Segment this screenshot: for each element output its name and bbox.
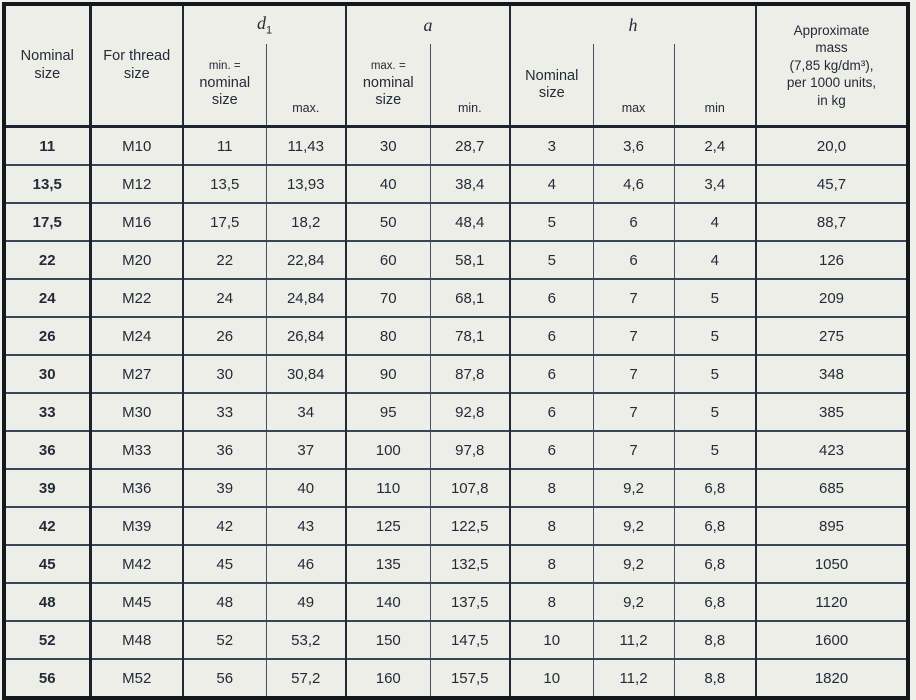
d1-min-header: [183, 44, 266, 127]
thread-size-cell: M24: [90, 317, 183, 355]
d1-min-cell: 45: [183, 545, 266, 583]
a-min-cell: 97,8: [430, 431, 510, 469]
a-max-word-label: nominal size: [362, 75, 414, 109]
a-letter: a: [423, 14, 433, 35]
thread-size-cell: M10: [90, 127, 183, 166]
table-row: [4, 545, 908, 583]
nominal-size-cell: 45: [4, 545, 90, 583]
mass-cell: 1820: [756, 659, 908, 698]
nominal-size-cell: 56: [4, 659, 90, 698]
h-max-cell: 7: [593, 279, 674, 317]
d1-max-cell: 26,84: [266, 317, 346, 355]
thread-size-cell: M42: [90, 545, 183, 583]
h-nominal-cell: 5: [510, 241, 593, 279]
h-nominal-cell: 10: [510, 659, 593, 698]
thread-size-cell: M12: [90, 165, 183, 203]
thread-size-header: For thread size: [90, 4, 183, 127]
d1-max-cell: 49: [266, 583, 346, 621]
table-row: [4, 203, 908, 241]
h-max-cell: 7: [593, 355, 674, 393]
d1-max-cell: 43: [266, 507, 346, 545]
a-min-cell: 157,5: [430, 659, 510, 698]
mass-header-line: per 1000 units,: [786, 75, 877, 91]
mass-header: [756, 4, 908, 127]
nominal-size-cell: 48: [4, 583, 90, 621]
nominal-size-cell: 39: [4, 469, 90, 507]
table-row: [4, 583, 908, 621]
d1-min-cell: 13,5: [183, 165, 266, 203]
mass-cell: 895: [756, 507, 908, 545]
h-max-cell: 9,2: [593, 469, 674, 507]
nominal-size-cell: 17,5: [4, 203, 90, 241]
h-nominal-cell: 8: [510, 507, 593, 545]
h-min-cell: 2,4: [674, 127, 756, 166]
d1-max-cell: 30,84: [266, 355, 346, 393]
nominal-size-cell: 36: [4, 431, 90, 469]
nominal-size-cell: 24: [4, 279, 90, 317]
d1-min-cell: 30: [183, 355, 266, 393]
d1-subscript: 1: [265, 24, 273, 37]
h-max-cell: 9,2: [593, 583, 674, 621]
d1-max-cell: 11,43: [266, 127, 346, 166]
thread-size-cell: M27: [90, 355, 183, 393]
mass-cell: 209: [756, 279, 908, 317]
table-row: [4, 355, 908, 393]
d1-min-cell: 22: [183, 241, 266, 279]
h-max-cell: 7: [593, 431, 674, 469]
nominal-size-header: Nominal size: [4, 4, 90, 127]
d1-min-cell: 11: [183, 127, 266, 166]
d1-max-cell: 40: [266, 469, 346, 507]
a-min-cell: 92,8: [430, 393, 510, 431]
h-max-cell: 4,6: [593, 165, 674, 203]
mass-cell: 423: [756, 431, 908, 469]
mass-header-line: Approximate: [793, 22, 870, 38]
h-min-cell: 5: [674, 431, 756, 469]
mass-cell: 45,7: [756, 165, 908, 203]
nominal-size-cell: 22: [4, 241, 90, 279]
d1-group-header: [183, 4, 346, 44]
d1-min-cell: 17,5: [183, 203, 266, 241]
d1-min-cell: 42: [183, 507, 266, 545]
h-nominal-cell: 6: [510, 279, 593, 317]
d1-min-cell: 52: [183, 621, 266, 659]
table-row: [4, 165, 908, 203]
nominal-size-cell: 13,5: [4, 165, 90, 203]
a-min-cell: 122,5: [430, 507, 510, 545]
d1-min-eq-label: min. =: [208, 60, 241, 73]
mass-header-line: (7,85 kg/dm³),: [789, 57, 874, 73]
mass-cell: 685: [756, 469, 908, 507]
table-row: [4, 507, 908, 545]
a-min-cell: 87,8: [430, 355, 510, 393]
a-group-header: [346, 4, 510, 44]
thread-size-cell: M16: [90, 203, 183, 241]
d1-max-cell: 57,2: [266, 659, 346, 698]
mass-cell: 348: [756, 355, 908, 393]
a-min-cell: 78,1: [430, 317, 510, 355]
d1-max-header: max.: [266, 44, 346, 127]
a-min-cell: 28,7: [430, 127, 510, 166]
h-min-cell: 6,8: [674, 469, 756, 507]
h-nominal-cell: 10: [510, 621, 593, 659]
d1-max-cell: 13,93: [266, 165, 346, 203]
a-max-cell: 150: [346, 621, 430, 659]
h-max-cell: 9,2: [593, 507, 674, 545]
mass-cell: 88,7: [756, 203, 908, 241]
a-max-cell: 140: [346, 583, 430, 621]
d1-max-cell: 37: [266, 431, 346, 469]
h-group-header: [510, 4, 756, 44]
a-max-cell: 40: [346, 165, 430, 203]
table-row: [4, 127, 908, 166]
d1-max-cell: 18,2: [266, 203, 346, 241]
h-nominal-cell: 8: [510, 545, 593, 583]
h-min-cell: 4: [674, 241, 756, 279]
h-max-cell: 11,2: [593, 621, 674, 659]
nominal-size-cell: 30: [4, 355, 90, 393]
thread-size-cell: M33: [90, 431, 183, 469]
a-max-cell: 30: [346, 127, 430, 166]
h-max-cell: 7: [593, 317, 674, 355]
d1-min-word-label: nominal size: [199, 75, 251, 109]
mass-cell: 385: [756, 393, 908, 431]
d1-min-cell: 36: [183, 431, 266, 469]
table-body: [4, 127, 908, 699]
a-min-cell: 132,5: [430, 545, 510, 583]
table-row: [4, 317, 908, 355]
h-min-header: min: [674, 44, 756, 127]
nominal-size-cell: 33: [4, 393, 90, 431]
a-min-cell: 147,5: [430, 621, 510, 659]
h-min-cell: 5: [674, 355, 756, 393]
h-nominal-cell: 8: [510, 583, 593, 621]
nominal-size-cell: 26: [4, 317, 90, 355]
a-max-cell: 80: [346, 317, 430, 355]
h-min-cell: 8,8: [674, 659, 756, 698]
h-min-cell: 5: [674, 279, 756, 317]
table-row: [4, 469, 908, 507]
thread-size-cell: M39: [90, 507, 183, 545]
d1-min-cell: 33: [183, 393, 266, 431]
table-row: [4, 621, 908, 659]
mass-cell: 1050: [756, 545, 908, 583]
a-max-cell: 95: [346, 393, 430, 431]
h-max-cell: 9,2: [593, 545, 674, 583]
d1-max-cell: 22,84: [266, 241, 346, 279]
a-max-cell: 100: [346, 431, 430, 469]
a-min-cell: 68,1: [430, 279, 510, 317]
h-min-cell: 3,4: [674, 165, 756, 203]
nominal-size-cell: 42: [4, 507, 90, 545]
mass-cell: 20,0: [756, 127, 908, 166]
h-nominal-header: Nominal size: [510, 44, 593, 127]
a-min-cell: 38,4: [430, 165, 510, 203]
h-nominal-cell: 6: [510, 431, 593, 469]
a-max-cell: 60: [346, 241, 430, 279]
h-min-cell: 4: [674, 203, 756, 241]
a-max-cell: 160: [346, 659, 430, 698]
thread-size-cell: M52: [90, 659, 183, 698]
h-nominal-cell: 8: [510, 469, 593, 507]
thread-size-cell: M45: [90, 583, 183, 621]
dimension-table: [2, 2, 910, 700]
mass-cell: 1600: [756, 621, 908, 659]
a-min-cell: 58,1: [430, 241, 510, 279]
mass-cell: 1120: [756, 583, 908, 621]
a-max-header: [346, 44, 430, 127]
h-nominal-cell: 4: [510, 165, 593, 203]
h-min-cell: 6,8: [674, 545, 756, 583]
table-row: [4, 431, 908, 469]
nominal-size-cell: 11: [4, 127, 90, 166]
a-max-cell: 90: [346, 355, 430, 393]
thread-size-cell: M22: [90, 279, 183, 317]
table-row: [4, 659, 908, 698]
h-nominal-cell: 3: [510, 127, 593, 166]
h-max-cell: 7: [593, 393, 674, 431]
thread-size-cell: M20: [90, 241, 183, 279]
d1-max-cell: 34: [266, 393, 346, 431]
table-header: [4, 4, 908, 127]
mass-header-line: in kg: [817, 92, 846, 108]
h-max-cell: 6: [593, 203, 674, 241]
a-max-eq-label: max. =: [370, 60, 406, 73]
h-max-cell: 11,2: [593, 659, 674, 698]
a-max-cell: 70: [346, 279, 430, 317]
mass-cell: 275: [756, 317, 908, 355]
thread-size-cell: M48: [90, 621, 183, 659]
h-min-cell: 5: [674, 317, 756, 355]
a-max-cell: 125: [346, 507, 430, 545]
d1-max-cell: 46: [266, 545, 346, 583]
h-nominal-cell: 6: [510, 393, 593, 431]
thread-size-cell: M36: [90, 469, 183, 507]
d1-min-cell: 39: [183, 469, 266, 507]
h-letter: h: [628, 14, 638, 35]
h-min-cell: 5: [674, 393, 756, 431]
h-min-cell: 6,8: [674, 583, 756, 621]
d1-max-cell: 24,84: [266, 279, 346, 317]
h-nominal-cell: 5: [510, 203, 593, 241]
thread-size-cell: M30: [90, 393, 183, 431]
table-row: [4, 279, 908, 317]
h-max-header: max: [593, 44, 674, 127]
mass-cell: 126: [756, 241, 908, 279]
table-row: [4, 241, 908, 279]
a-min-cell: 107,8: [430, 469, 510, 507]
h-nominal-cell: 6: [510, 317, 593, 355]
h-max-cell: 3,6: [593, 127, 674, 166]
d1-min-cell: 26: [183, 317, 266, 355]
h-min-cell: 6,8: [674, 507, 756, 545]
h-max-cell: 6: [593, 241, 674, 279]
d1-min-cell: 24: [183, 279, 266, 317]
mass-header-line: mass: [815, 40, 848, 56]
h-min-cell: 8,8: [674, 621, 756, 659]
a-min-cell: 48,4: [430, 203, 510, 241]
d1-min-cell: 48: [183, 583, 266, 621]
table-row: [4, 393, 908, 431]
d1-min-cell: 56: [183, 659, 266, 698]
nominal-size-cell: 52: [4, 621, 90, 659]
h-nominal-cell: 6: [510, 355, 593, 393]
d1-letter: d: [256, 13, 266, 34]
a-min-header: min.: [430, 44, 510, 127]
a-min-cell: 137,5: [430, 583, 510, 621]
a-max-cell: 110: [346, 469, 430, 507]
a-max-cell: 135: [346, 545, 430, 583]
d1-max-cell: 53,2: [266, 621, 346, 659]
a-max-cell: 50: [346, 203, 430, 241]
